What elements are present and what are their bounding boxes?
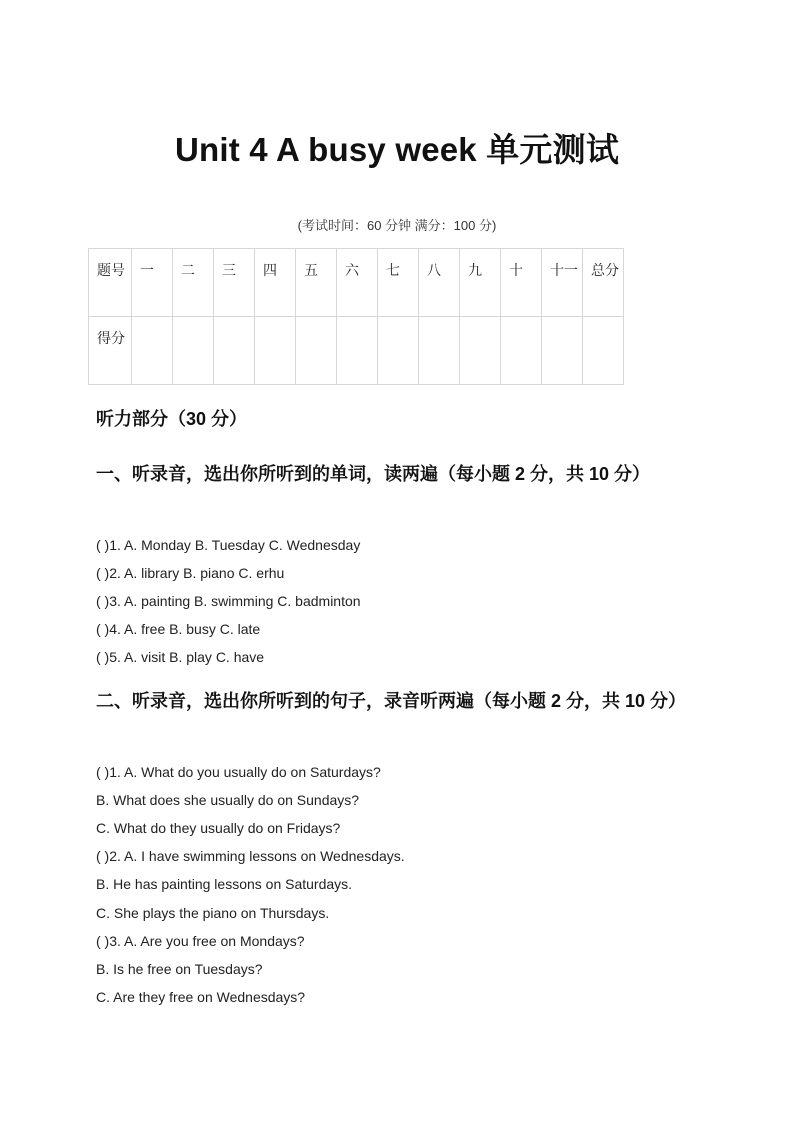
table-cell: 四 (255, 249, 296, 317)
score-cell (255, 317, 296, 385)
question-item: ( )3. A. Are you free on Mondays? (96, 933, 305, 949)
score-cell (173, 317, 214, 385)
question-item: B. What does she usually do on Sundays? (96, 792, 360, 808)
score-cell (542, 317, 583, 385)
listening-heading: 听力部分（30 分） (96, 409, 248, 429)
table-cell: 总分 (583, 249, 624, 317)
score-cell (214, 317, 255, 385)
table-cell: 六 (337, 249, 378, 317)
section2-heading: 二、听录音，选出你所听到的句子，录音听两遍（每小题 2 分，共 10 分） (96, 691, 687, 711)
table-cell: 九 (460, 249, 501, 317)
score-table (88, 248, 624, 385)
table-cell: 一 (132, 249, 173, 317)
score-row (89, 317, 624, 385)
table-cell: 五 (296, 249, 337, 317)
question-item: ( )2. A. I have swimming lessons on Wednesdays. (96, 848, 405, 864)
table-cell: 八 (419, 249, 460, 317)
score-cell (501, 317, 542, 385)
table-cell: 十 (501, 249, 542, 317)
table-cell: 得分 (89, 317, 132, 385)
question-item: ( )1. A. What do you usually do on Saturdays? (96, 764, 381, 780)
question-item: ( )5. A. visit B. play C. have (96, 649, 265, 665)
score-cell (132, 317, 173, 385)
header-row (89, 249, 624, 317)
score-cell (337, 317, 378, 385)
score-cell (378, 317, 419, 385)
score-cell (460, 317, 501, 385)
score-cell (419, 317, 460, 385)
table-cell: 七 (378, 249, 419, 317)
score-cell (583, 317, 624, 385)
table-cell: 题号 (89, 249, 132, 317)
section1-heading: 一、听录音，选出你所听到的单词，读两遍（每小题 2 分，共 10 分） (96, 464, 651, 484)
question-item: B. He has painting lessons on Saturdays. (96, 876, 353, 892)
table-cell: 三 (214, 249, 255, 317)
question-item: B. Is he free on Tuesdays? (96, 961, 263, 977)
question-item: C. What do they usually do on Fridays? (96, 820, 341, 836)
table-cell: 十一 (542, 249, 583, 317)
question-item: ( )3. A. painting B. swimming C. badminton (96, 593, 361, 609)
table-cell: 二 (173, 249, 214, 317)
score-cell (296, 317, 337, 385)
question-item: C. She plays the piano on Thursdays. (96, 905, 330, 921)
question-item: ( )1. A. Monday B. Tuesday C. Wednesday (96, 537, 361, 553)
question-item: ( )2. A. library B. piano C. erhu (96, 565, 285, 581)
question-item: C. Are they free on Wednesdays? (96, 989, 306, 1005)
page-title: Unit 4 A busy week 单元测试 (174, 131, 620, 168)
exam-info: (考试时间：60 分钟 满分：100 分) (297, 218, 497, 233)
question-item: ( )4. A. free B. busy C. late (96, 621, 261, 637)
